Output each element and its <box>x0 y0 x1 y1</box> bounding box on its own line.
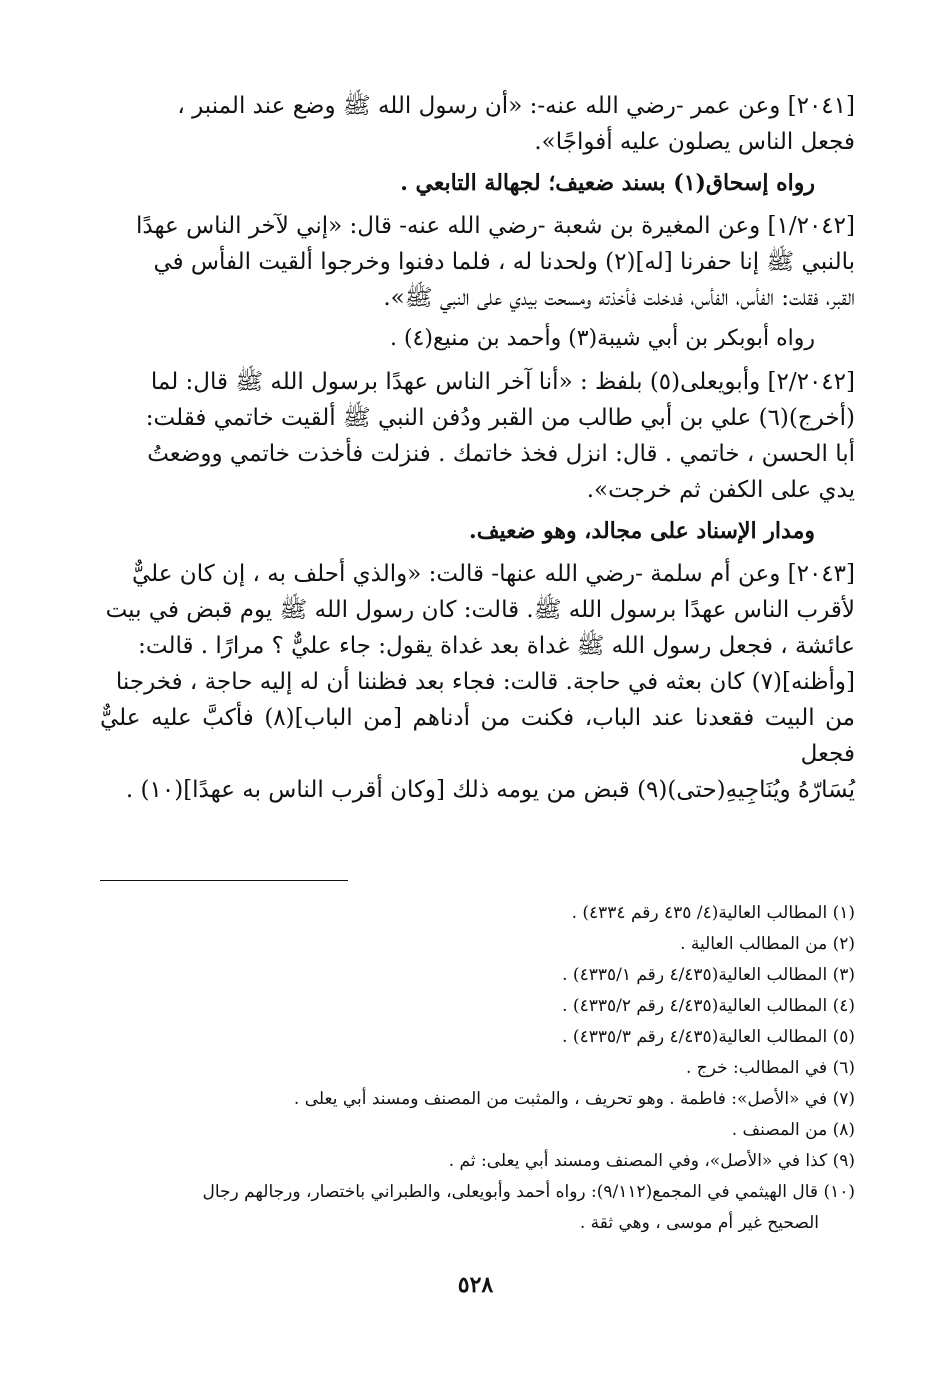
hadith-2043-line-3: عائشة ، فجعل رسول الله ﷺ غداة بعد غداة يقول: جاء عليٌّ ؟ مرارًا . قالت: <box>138 633 855 659</box>
hadith-2042-1 <box>100 208 855 316</box>
hadith-2042-2-line-2: (أخرج)(٦) علي بن أبي طالب من القبر ودُفن النبي ﷺ ألقيت خاتمي فقلت: <box>145 405 855 431</box>
hadith-2042-1-source: رواه أبوبكر بن أبي شيبة(٣) وأحمد بن منيع(٤) . <box>389 326 815 351</box>
footnote-10-continued: الصحيح غير أم موسى ، وهي ثقة . <box>579 1213 819 1233</box>
hadith-2041 <box>100 88 855 160</box>
hadith-2042-1-line-2: بالنبي ﷺ إنا حفرنا [له](٢) ولحدنا له ، فلما دفنوا وخرجوا ألقيت الفأس في <box>153 249 855 275</box>
hadith-2042-2-line-1: [٢/٢٠٤٢] وأبويعلى(٥) بلفظ : «أنا آخر الناس عهدًا برسول الله ﷺ قال: لما <box>150 369 855 395</box>
hadith-2042-1-line-3: القبر، فقلت: الفأس، الفأس، فدخلت فأخذته ومسحت بيدي على النبي ﷺ». <box>383 285 855 311</box>
hadith-2041-line-2: فجعل الناس يصلون عليه أفواجًا». <box>534 129 855 155</box>
hadith-2043-line-4: [وأظنه](٧) كان بعثه في حاجة. قالت: فجاء بعد فظننا أن له إليه حاجة ، فخرجنا <box>115 669 855 695</box>
footnote-7: (٧) في «الأصل»: فاطمة . وهو تحريف ، والمثبت من المصنف ومسند أبي يعلى . <box>293 1089 855 1109</box>
footnote-9: (٩) كذا في «الأصل»، وفي المصنف ومسند أبي يعلى: ثم . <box>448 1151 855 1171</box>
footnote-divider <box>100 880 348 881</box>
hadith-2043-line-2: لأقرب الناس عهدًا برسول الله ﷺ. قالت: كان رسول الله ﷺ يوم قبض في بيت <box>105 597 855 623</box>
hadith-2043-line-5: من البيت فقعدنا عند الباب، فكنت من أدناهم [من الباب](٨) فأكبَّ عليه عليٌّ فجعل <box>100 705 855 767</box>
hadith-2043-line-6: يُسَارّهُ ويُنَاجِيهِ(حتى)(٩) قبض من يومه ذلك [وكان أقرب الناس به عهدًا](١٠) . <box>125 777 855 803</box>
hadith-2041-source: رواه إسحاق(١) بسند ضعيف؛ لجهالة التابعي . <box>400 170 815 196</box>
hadith-2041-line-1: [٢٠٤١] وعن عمر -رضي الله عنه-: «أن رسول الله ﷺ وضع عند المنبر ، <box>177 93 855 119</box>
hadith-2042-2-line-4: يدي على الكفن ثم خرجت». <box>586 477 855 503</box>
footnote-2: (٢) من المطالب العالية . <box>680 934 855 954</box>
hadith-2042-2-line-3: أبا الحسن ، خاتمي . قال: انزل فخذ خاتمك . فنزلت فأخذت خاتمي ووضعتُ <box>147 441 855 467</box>
footnote-8: (٨) من المصنف . <box>731 1120 855 1140</box>
footnote-1: (١) المطالب العالية(٤/ ٤٣٥ رقم ٤٣٣٤) . <box>571 903 855 923</box>
hadith-2043-line-1: [٢٠٤٣] وعن أم سلمة -رضي الله عنها- قالت: «والذي أحلف به ، إن كان عليٌّ <box>131 561 855 587</box>
hadith-2043 <box>100 556 855 808</box>
footnote-6: (٦) في المطالب: خرج . <box>685 1058 855 1078</box>
hadith-2042-1-line-1: [١/٢٠٤٢] وعن المغيرة بن شعبة -رضي الله عنه- قال: «إني لآخر الناس عهدًا <box>135 213 855 239</box>
hadith-2042-2-source: ومدار الإسناد على مجالد، وهو ضعيف. <box>469 518 815 544</box>
footnote-3: (٣) المطالب العالية(٤/٤٣٥ رقم ٤٣٣٥/١) . <box>562 965 855 985</box>
hadith-2042-2 <box>100 364 855 508</box>
footnote-10: (١٠) قال الهيثمي في المجمع(٩/١١٢): رواه أحمد وأبويعلى، والطبراني باختصار، ورجالهم رجال <box>202 1182 855 1202</box>
footnotes <box>100 898 855 1239</box>
footnote-5: (٥) المطالب العالية(٤/٤٣٥ رقم ٤٣٣٥/٣) . <box>562 1027 855 1047</box>
page-number: ٥٢٨ <box>457 1272 494 1298</box>
footnote-4: (٤) المطالب العالية(٤/٤٣٥ رقم ٤٣٣٥/٢) . <box>562 996 855 1016</box>
